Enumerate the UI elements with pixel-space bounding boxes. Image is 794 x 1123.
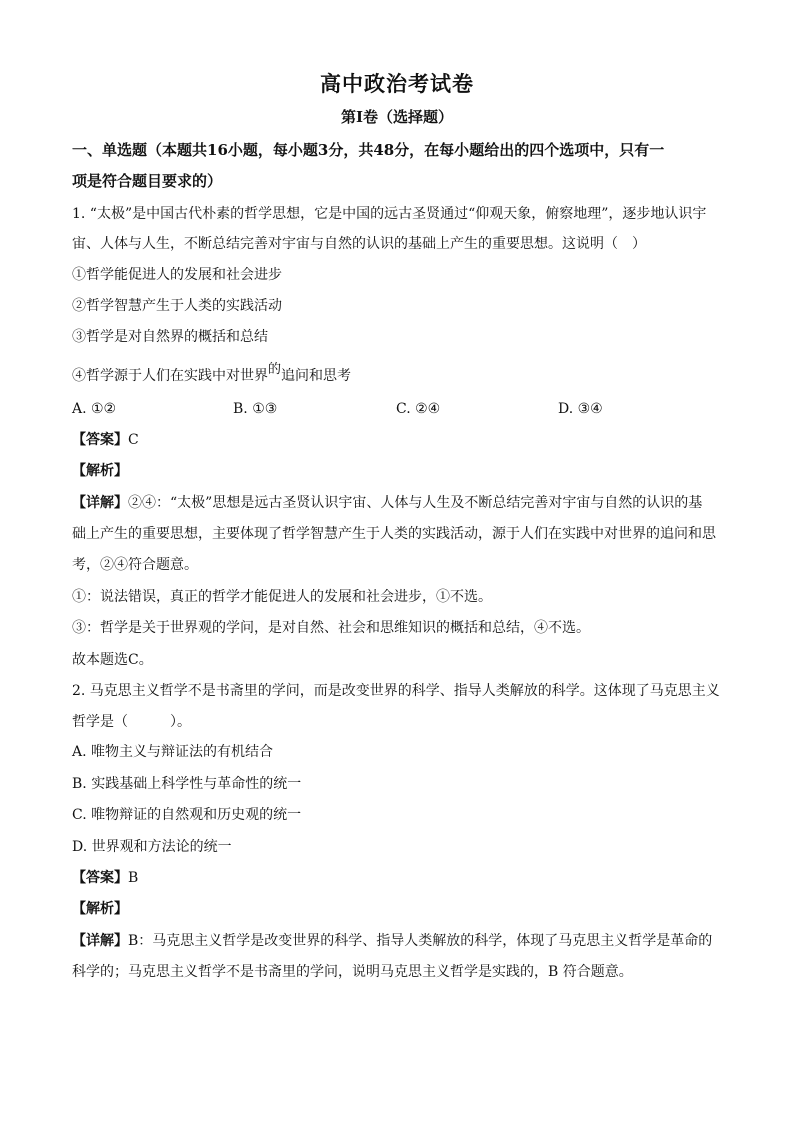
- q1-answer-tag: 【答案】: [72, 432, 128, 448]
- q1-statement-4-superscript: 的: [268, 362, 282, 377]
- q2-option-c: C. 唯物辩证的自然观和历史观的统一: [72, 807, 302, 823]
- q1-detail-line-6: 故本题选C。: [72, 652, 153, 668]
- q1-analysis-tag: 【解析】: [72, 463, 128, 479]
- q2-detail-text-1: B：马克思主义哲学是改变世界的科学、指导人类解放的科学，体现了马克思主义哲学是革命的: [128, 933, 713, 949]
- q1-detail-line-1: [72, 493, 722, 513]
- q2-detail-tag: 【详解】: [72, 933, 128, 949]
- q1-detail-line-4: ①：说法错误，真正的哲学才能促进人的发展和社会进步，①不选。: [72, 589, 492, 605]
- q1-option-a: A. ①②: [72, 401, 117, 417]
- q1-detail-text-1: ②④：“太极”思想是远古圣贤认识宇宙、人体与人生及不断总结完善对宇宙与自然的认识的基: [128, 495, 703, 511]
- q1-option-d: D. ③④: [558, 401, 603, 417]
- q2-answer-value: B: [128, 870, 139, 886]
- q1-answer: [72, 430, 722, 450]
- q2-detail-line-2: 科学的；马克思主义哲学不是书斋里的学问，说明马克思主义哲学是实践的，B 符合题意。: [72, 964, 633, 980]
- q2-option-d: D. 世界观和方法论的统一: [72, 839, 232, 855]
- q2-analysis-tag: 【解析】: [72, 901, 128, 917]
- q1-option-c: C. ②④: [396, 401, 441, 417]
- q1-statement-4: [72, 362, 722, 387]
- q1-statement-3: ③哲学是对自然界的概括和总结: [72, 329, 268, 345]
- section-heading-line-1: 一、单选题（本题共16小题，每小题3分，共48分，在每小题给出的四个选项中，只有一: [72, 141, 665, 159]
- section-subtitle: 第Ⅰ卷（选择题）: [340, 108, 454, 126]
- q2-answer: [72, 868, 722, 888]
- q2-detail-line-1: [72, 931, 722, 951]
- q1-statement-1: ①哲学能促进人的发展和社会进步: [72, 267, 282, 283]
- q1-detail-line-2: 础上产生的重要思想，主要体现了哲学智慧产生于人类的实践活动，源于人们在实践中对世界的追问和思: [72, 526, 716, 542]
- q1-option-b: B. ①③: [233, 401, 278, 417]
- q2-option-b: B. 实践基础上科学性与革命性的统一: [72, 776, 302, 792]
- q1-stem-line-2: 宙、人体与人生，不断总结完善对宇宙与自然的认识的基础上产生的重要思想。这说明（ ）: [72, 236, 646, 252]
- page-title: 高中政治考试卷: [320, 71, 474, 96]
- q2-answer-tag: 【答案】: [72, 870, 128, 886]
- q1-statement-4-part-b: 追问和思考: [281, 368, 352, 384]
- q1-statement-2: ②哲学智慧产生于人类的实践活动: [72, 298, 282, 314]
- q2-option-a: A. 唯物主义与辩证法的有机结合: [72, 744, 274, 760]
- q1-detail-tag: 【详解】: [72, 495, 128, 511]
- q1-detail-line-5: ③：哲学是关于世界观的学问，是对自然、社会和思维知识的概括和总结，④不选。: [72, 620, 590, 636]
- section-heading-line-2: 项是符合题目要求的）: [72, 172, 223, 190]
- q1-detail-line-3: 考，②④符合题意。: [72, 557, 198, 573]
- q1-stem-line-1: 1. “太极”是中国古代朴素的哲学思想，它是中国的远古圣贤通过“仰观天象，俯察地理”，逐步地认识宇: [72, 206, 707, 222]
- q2-stem-line-1: 2. 马克思主义哲学不是书斋里的学问，而是改变世界的科学、指导人类解放的科学。这体现了马克思主义: [72, 683, 720, 699]
- q1-answer-value: C: [128, 432, 139, 448]
- q1-statement-4-part-a: ④哲学源于人们在实践中对世界: [72, 368, 268, 384]
- q2-stem-line-2: 哲学是（ ）。: [72, 714, 191, 730]
